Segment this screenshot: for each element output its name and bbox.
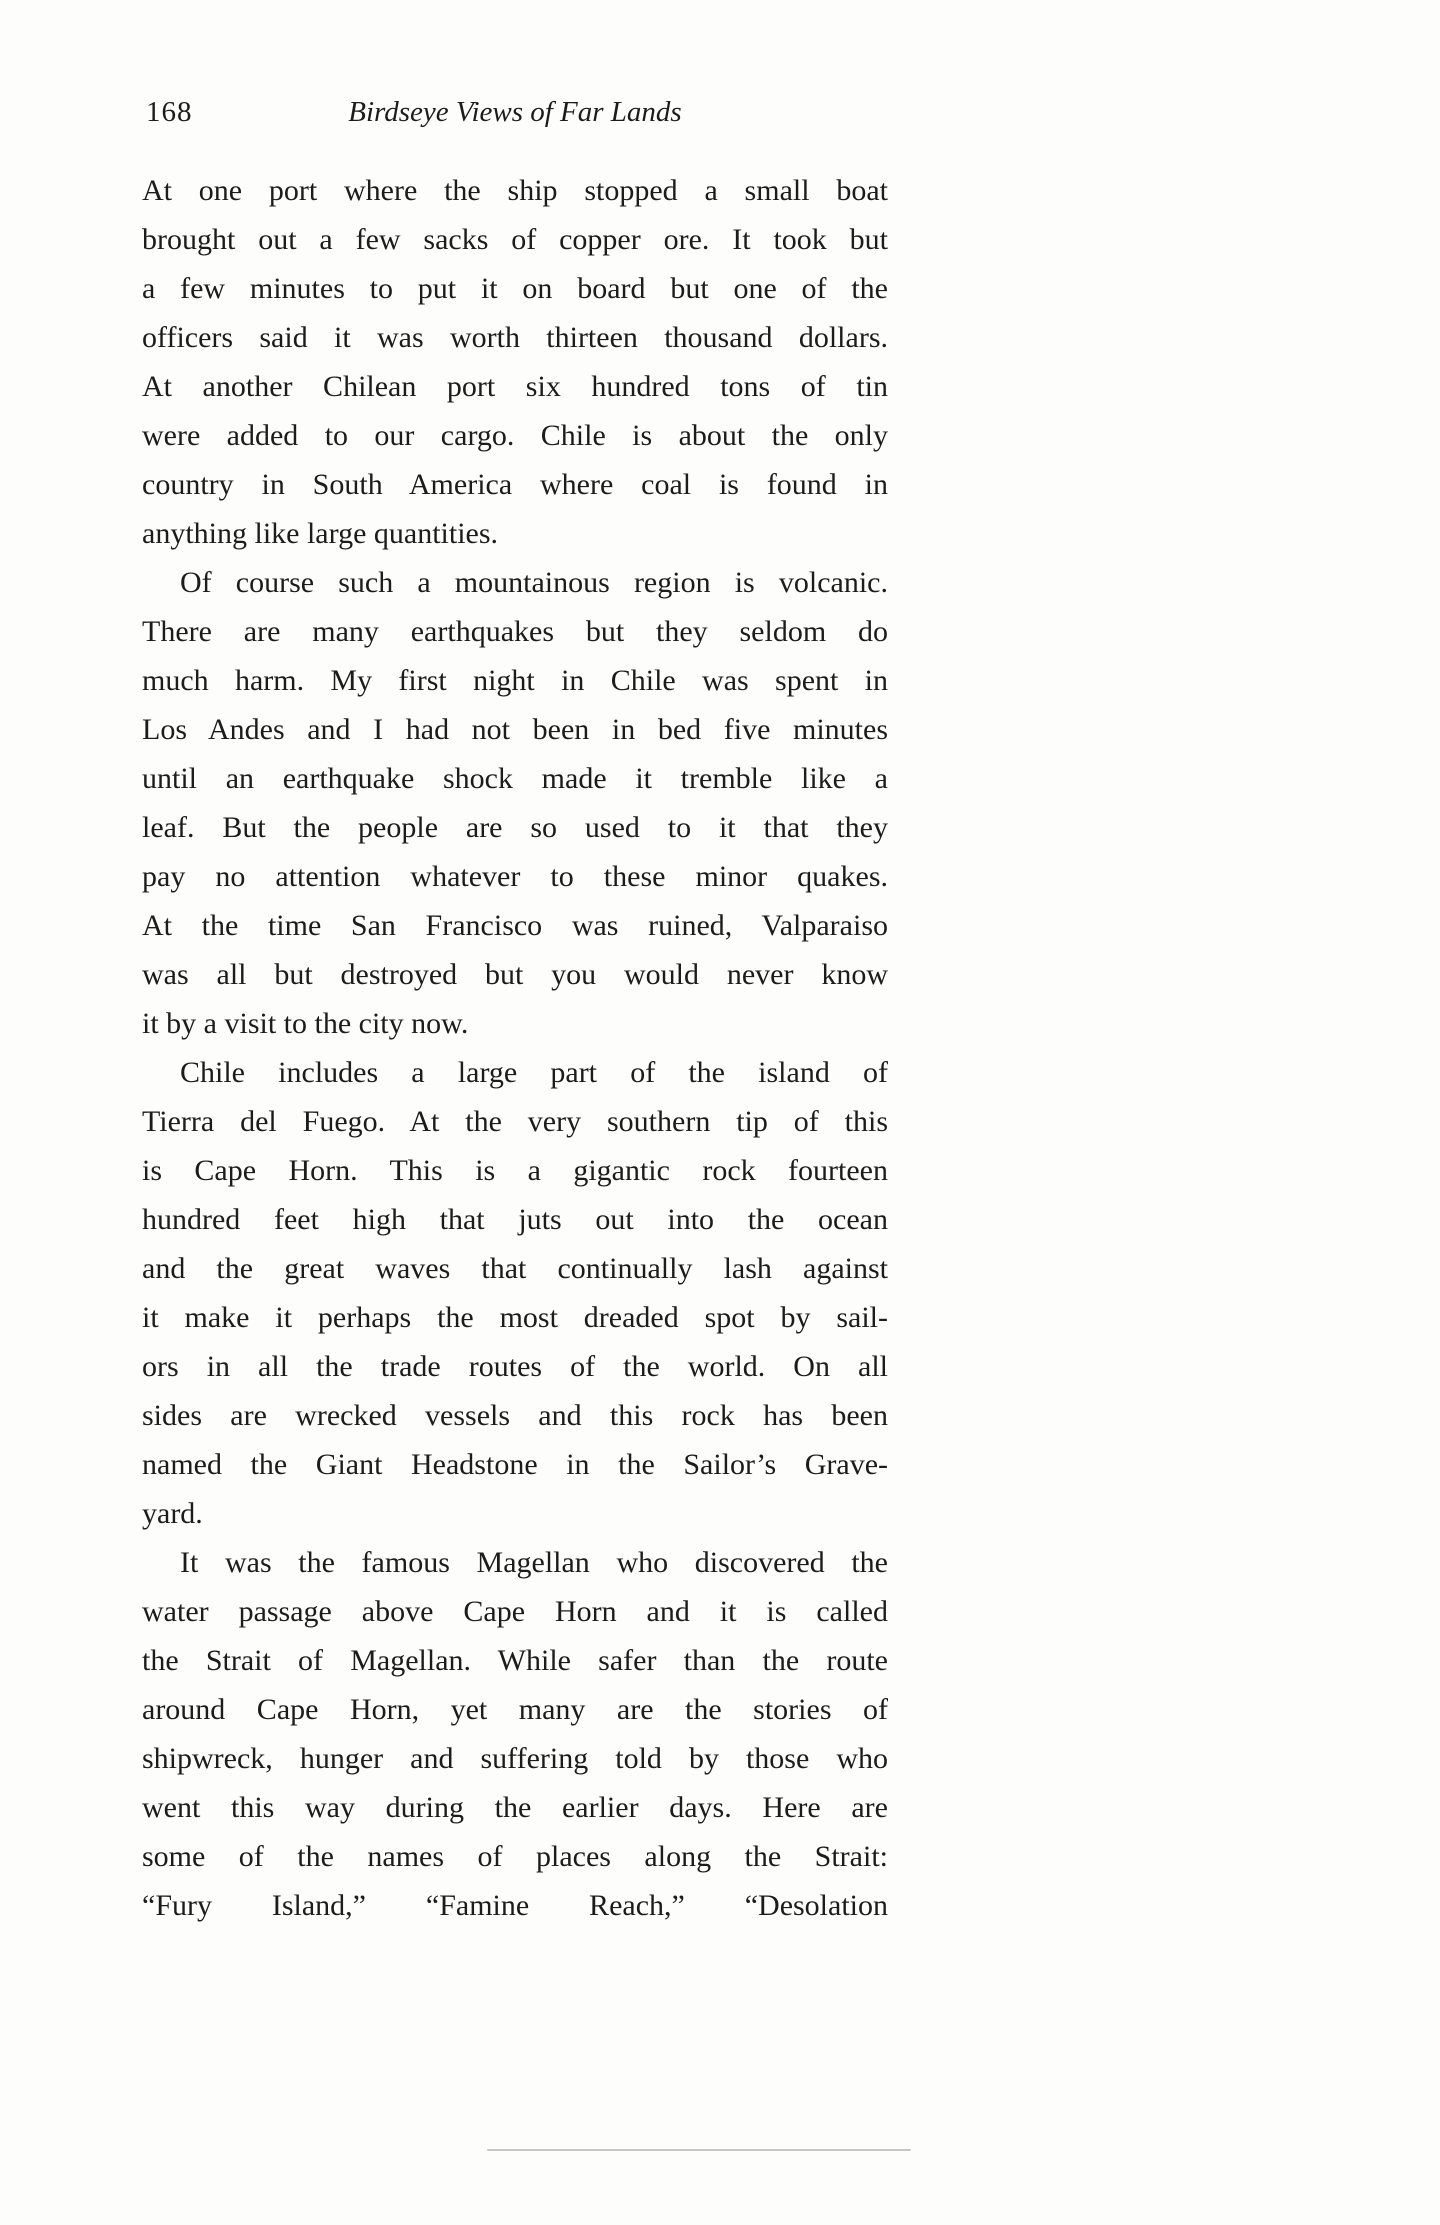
text-line: At the time San Francisco was ruined, Valparaiso <box>142 909 888 942</box>
text-line: much harm. My first night in Chile was spent in <box>142 664 888 697</box>
text-line: At another Chilean port six hundred tons of tin <box>142 370 888 403</box>
text-line: water passage above Cape Horn and it is called <box>142 1595 888 1628</box>
text-line: Of course such a mountainous region is volcanic. <box>180 566 888 599</box>
text-line: officers said it was worth thirteen thousand dollars. <box>142 321 888 354</box>
text-line: was all but destroyed but you would never know <box>142 958 888 991</box>
running-title: Birdseye Views of Far Lands <box>348 96 682 128</box>
text-line: around Cape Horn, yet many are the stories of <box>142 1693 888 1726</box>
text-line: went this way during the earlier days. Here are <box>142 1791 888 1824</box>
text-line: until an earthquake shock made it tremble like a <box>142 762 888 795</box>
text-line: a few minutes to put it on board but one of the <box>142 272 888 305</box>
text-line: ors in all the trade routes of the world. On all <box>142 1350 888 1383</box>
text-line: leaf. But the people are so used to it that they <box>142 811 888 844</box>
text-line: There are many earthquakes but they seldom do <box>142 615 888 648</box>
text-line: hundred feet high that juts out into the ocean <box>142 1203 888 1236</box>
text-line: and the great waves that continually lash against <box>142 1252 888 1285</box>
text-line: it make it perhaps the most dreaded spot by sail- <box>142 1301 888 1334</box>
text-line: Los Andes and I had not been in bed five minutes <box>142 713 888 746</box>
text-line: sides are wrecked vessels and this rock has been <box>142 1399 888 1432</box>
text-line: were added to our cargo. Chile is about the only <box>142 419 888 452</box>
text-line: is Cape Horn. This is a gigantic rock fourteen <box>142 1154 888 1187</box>
text-line: brought out a few sacks of copper ore. It took but <box>142 223 888 256</box>
text-line: anything like large quantities. <box>142 517 499 550</box>
text-line: it by a visit to the city now. <box>142 1007 469 1040</box>
text-line: shipwreck, hunger and suffering told by those who <box>142 1742 888 1775</box>
body-text <box>142 166 888 1930</box>
scan-artifact-line <box>487 2149 911 2151</box>
text-column <box>142 92 888 1930</box>
text-line: Tierra del Fuego. At the very southern tip of this <box>142 1105 888 1138</box>
text-line: “Fury Island,” “Famine Reach,” “Desolation <box>142 1889 888 1922</box>
text-line: At one port where the ship stopped a small boat <box>142 174 888 207</box>
page-number: 168 <box>146 96 193 128</box>
text-line: the Strait of Magellan. While safer than the route <box>142 1644 888 1677</box>
text-line: country in South America where coal is found in <box>142 468 888 501</box>
text-line: some of the names of places along the Strait: <box>142 1840 888 1873</box>
page-header <box>142 92 888 132</box>
text-line: Chile includes a large part of the island of <box>180 1056 888 1089</box>
text-line: pay no attention whatever to these minor quakes. <box>142 860 888 893</box>
text-line: named the Giant Headstone in the Sailor’s Grave- <box>142 1448 888 1481</box>
text-line: It was the famous Magellan who discovered the <box>180 1546 888 1579</box>
text-line: yard. <box>142 1497 203 1530</box>
